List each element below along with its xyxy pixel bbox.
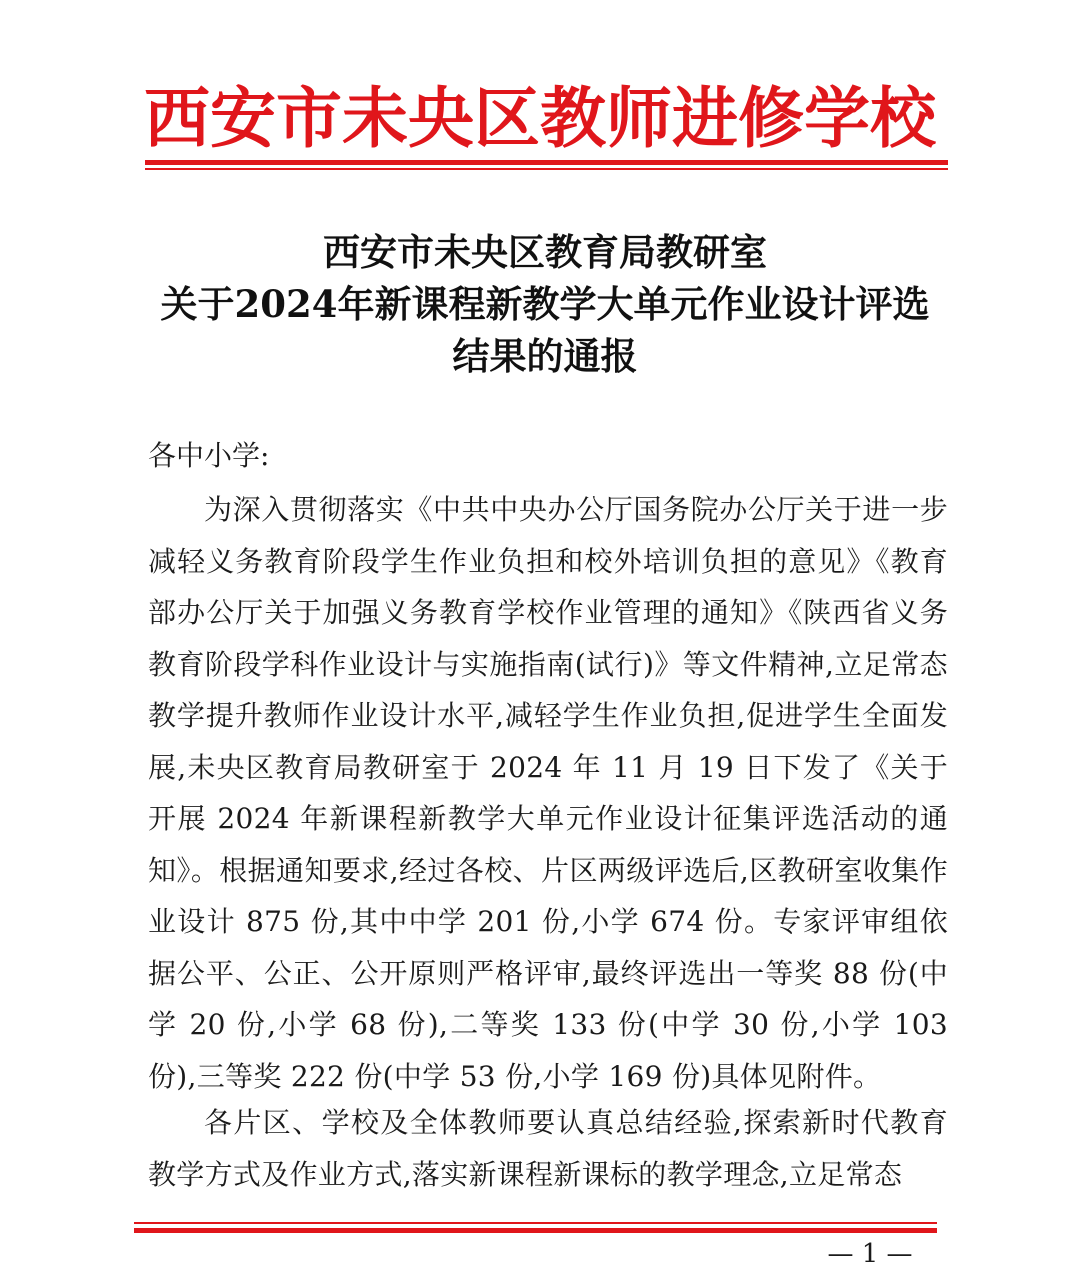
body-paragraph-2: 各片区、学校及全体教师要认真总结经验,探索新时代教育教学方式及作业方式,落实新课程新课标的教学理念,立足常态 [148, 1106, 948, 1191]
header-divider-thick [145, 160, 948, 165]
body-paragraph-1: 为深入贯彻落实《中共中央办公厅国务院办公厅关于进一步减轻义务教育阶段学生作业负担和校外培训负担的意见》《教育部办公厅关于加强义务教育学校作业管理的通知》《陕西省义务教育阶段学科作业设计与实施指南(试行)》等文件精神,立足常态教学提升教师作业设计水平,减轻学生作业负担,促进学生全面发展,未央区教育局教研室于 2024 年 11 月 19 日下发了《关于开展 2024 年新课程新教学大单元作业设计征集评选活动的通知》。根据通知要求,经过各校、片区两级评选后,区教研室收集作业设计 875 份,其中中学 201 份,小学 674 份。专家评审组依据公平、公正、公开原则严格评审,最终评选出一等奖 88 份(中学 20 份,小学 68 份),二等奖 133 份(中学 30 份,小学 103 份),三等奖 222 份(中学 53 份,小学 169 份)具体见附件。 [148, 493, 948, 1093]
header-divider-thin [145, 168, 948, 170]
document-title-line-1: 西安市未央区教育局教研室 [323, 230, 767, 274]
page-number: — 1 — [827, 1239, 913, 1269]
salutation: 各中小学: [148, 439, 270, 472]
footer-divider-thick [134, 1228, 937, 1233]
institution-masthead: 西安市未央区教师进修学校 [144, 79, 936, 157]
footer-divider-thin [134, 1222, 937, 1224]
document-title-line-2: 关于2024年新课程新教学大单元作业设计评选 [160, 282, 930, 326]
document-title-line-3: 结果的通报 [452, 334, 638, 378]
